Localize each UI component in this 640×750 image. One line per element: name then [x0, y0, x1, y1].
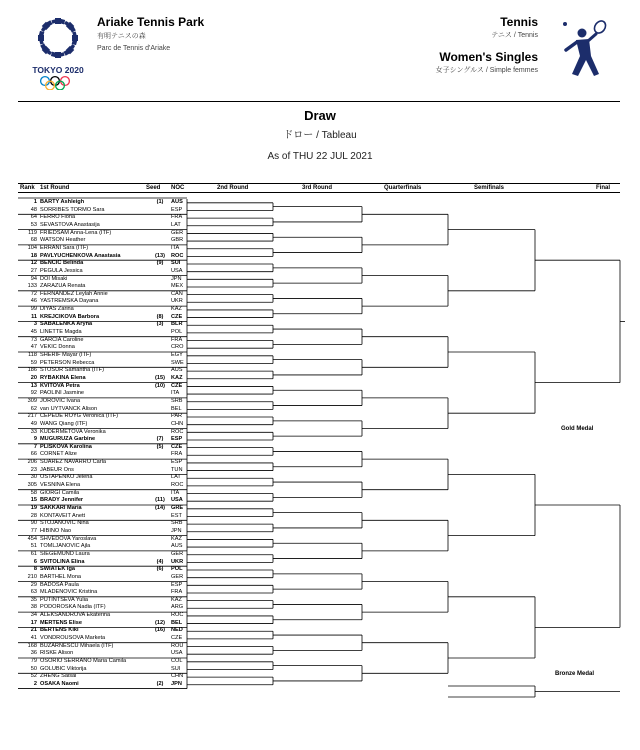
entry-rank: 30 — [30, 474, 37, 481]
entry-name: CORNET Alize — [40, 451, 77, 458]
entry-rank: 47 — [30, 344, 37, 351]
entry-noc: EGY — [171, 352, 183, 358]
entry-rank: 118 — [28, 352, 37, 358]
entry-name: LINETTE Magda — [40, 329, 82, 336]
entry-rank: 27 — [30, 267, 37, 274]
entry-rank: 34 — [30, 612, 37, 619]
entry-noc: ROC — [171, 428, 184, 435]
entry-noc: CHN — [171, 673, 184, 680]
entry-name: WANG Qiang (ITF) — [40, 420, 88, 427]
entry-rank: 94 — [30, 275, 37, 282]
entry-rank: 168 — [27, 642, 37, 649]
entry-name: GIORGI Camila — [40, 489, 80, 496]
entry-rank: 13 — [30, 382, 37, 389]
entry-noc: CRO — [171, 344, 184, 351]
entry-rank: 38 — [30, 604, 37, 611]
entry-name: STOJANOVIC Nina — [40, 520, 89, 527]
entry-name: KREJCIKOVA Barbora — [40, 313, 100, 320]
entry-rank: 61 — [30, 550, 37, 557]
entry-rank: 21 — [30, 627, 37, 634]
entry-noc: CZE — [171, 635, 183, 642]
col-third-round: 3rd Round — [302, 185, 332, 191]
entry-rank: 3 — [33, 321, 37, 328]
entry-rank: 1 — [33, 199, 37, 205]
entry-rank: 206 — [27, 459, 37, 466]
entry-name: STOSUR Samantha (ITF) — [40, 367, 104, 374]
entry-noc: ROC — [171, 252, 184, 259]
entry-noc: AUS — [171, 199, 183, 205]
entry-noc: UKR — [171, 558, 184, 565]
entry-rank: 2 — [33, 680, 37, 687]
entry-rank: 64 — [30, 214, 37, 221]
entry-name: FRIEDSAM Anna-Lena (ITF) — [40, 229, 112, 236]
entry-name: PUTINTSEVA Yulia — [40, 596, 88, 603]
sport-name-ja-fr: テニス / Tennis — [491, 32, 538, 39]
entry-rank: 92 — [30, 390, 37, 397]
entry-rank: 19 — [30, 505, 37, 511]
entry-rank: 52 — [30, 673, 37, 680]
entry-rank: 41 — [30, 635, 37, 642]
col-quarterfinals: Quarterfinals — [384, 185, 422, 191]
entry-name: BUZARNESCU Mihaela (ITF) — [40, 642, 114, 649]
entry-seed: (14) — [155, 505, 165, 511]
entry-noc: FRA — [171, 214, 183, 221]
entry-noc: CZE — [171, 443, 183, 450]
entry-noc: ARG — [171, 604, 184, 611]
entry-rank: 29 — [30, 581, 37, 588]
entry-name: PAVLYUCHENKOVA Anastasia — [40, 252, 121, 259]
entry-rank: 186 — [27, 367, 37, 374]
entry-noc: MEX — [171, 283, 184, 290]
entry-noc: BEL — [171, 619, 183, 626]
entry-noc: LAT — [171, 221, 181, 228]
entry-noc: COL — [171, 658, 183, 664]
entry-rank: 51 — [30, 543, 37, 550]
draw-title: Draw — [304, 108, 336, 123]
entry-rank: 104 — [27, 244, 37, 251]
entry-noc: ITA — [171, 244, 180, 251]
entry-name: ERRANI Sara (ITF) — [40, 244, 89, 251]
entry-noc: FRA — [171, 451, 183, 458]
entry-noc: GER — [171, 573, 184, 580]
entry-name: WATSON Heather — [40, 237, 86, 244]
entry-rank: 66 — [30, 451, 37, 458]
entry-name: RISKE Alison — [40, 650, 74, 657]
bronze-medal-label: Bronze Medal — [555, 671, 595, 677]
entry-name: BARTHEL Mona — [40, 573, 82, 580]
entry-noc: ROC — [171, 612, 184, 619]
entry-seed: (1) — [156, 199, 164, 205]
entry-rank: 50 — [30, 665, 37, 672]
entry-noc: CZE — [171, 382, 183, 389]
entry-name: van UYTVANCK Alison — [40, 405, 98, 412]
entry-seed: (9) — [156, 260, 164, 267]
entry-noc: JPN — [171, 680, 182, 687]
col-rank: Rank — [20, 185, 35, 191]
entry-name: SEVASTOVA Anastasija — [40, 221, 100, 228]
as-of-date: As of THU 22 JUL 2021 — [267, 151, 373, 162]
entry-seed: (6) — [156, 566, 164, 573]
entry-noc: FRA — [171, 589, 183, 596]
entry-name: SIEGEMUND Laura — [40, 550, 90, 557]
entry-seed: (16) — [155, 627, 165, 634]
entry-noc: LAT — [171, 474, 181, 481]
entry-name: KONTAVEIT Anett — [40, 512, 86, 519]
entry-name: SHVEDOVA Yaroslava — [40, 535, 97, 542]
entry-name: VEKIC Donna — [40, 344, 75, 351]
entry-rank: 35 — [30, 596, 37, 603]
entry-noc: AUS — [171, 543, 183, 550]
entry-rank: 217 — [27, 413, 37, 420]
col-seed: Seed — [146, 185, 161, 191]
entry-noc: FRA — [171, 336, 183, 343]
gold-medal-label: Gold Medal — [561, 426, 594, 432]
entry-noc: KAZ — [171, 535, 182, 542]
entry-rank: 45 — [30, 329, 37, 336]
entry-rank: 90 — [30, 520, 37, 527]
entry-name: SAKKARI Maria — [40, 505, 82, 511]
entry-name: BENCIC Belinda — [40, 260, 84, 267]
entry-seed: (7) — [156, 436, 164, 443]
entry-noc: TUN — [171, 466, 183, 473]
entry-noc: ROU — [171, 642, 184, 649]
entry-name: TOMLJANOVIC Ajla — [40, 543, 91, 550]
entry-noc: SUI — [171, 260, 181, 267]
entry-rank: 73 — [30, 336, 37, 343]
entry-name: PETERSON Rebecca — [40, 359, 95, 366]
entry-name: DIYAS Zarina — [40, 306, 74, 313]
entry-noc: ITA — [171, 390, 180, 397]
entry-name: FERRO Fiona — [40, 214, 76, 221]
entry-name: KVITOVA Petra — [40, 382, 80, 389]
entry-rank: 17 — [30, 619, 37, 626]
entry-noc: PAR — [171, 413, 183, 420]
entry-name: ZHENG Saisai — [40, 673, 77, 680]
entry-name: MUGURUZA Garbine — [40, 436, 96, 443]
entry-name: HIBINO Nao — [40, 527, 72, 534]
entry-noc: GRE — [171, 505, 184, 511]
col-final: Final — [596, 185, 611, 191]
entry-rank: 15 — [30, 497, 37, 504]
venue-name: Ariake Tennis Park — [97, 15, 205, 29]
entry-noc: BEL — [171, 405, 182, 412]
entry-name: JOROVIC Ivana — [40, 397, 81, 404]
entry-seed: (2) — [156, 680, 164, 687]
entry-name: BRADY Jennifer — [40, 497, 84, 504]
entry-rank: 9 — [33, 436, 37, 443]
entry-name: PEGULA Jessica — [40, 267, 83, 274]
entry-rank: 63 — [30, 589, 37, 596]
entry-noc: CHN — [171, 420, 184, 427]
entry-noc: SUI — [171, 665, 181, 672]
col-second-round: 2nd Round — [217, 185, 249, 191]
entry-rank: 36 — [30, 650, 37, 657]
entry-rank: 20 — [30, 374, 37, 381]
entry-rank: 8 — [33, 566, 37, 573]
entry-rank: 99 — [30, 306, 37, 313]
entry-name: MERTENS Elise — [40, 619, 82, 626]
entry-name: SHERIF Mayar (ITF) — [40, 352, 92, 358]
entry-noc: CZE — [171, 313, 183, 320]
entry-rank: 79 — [30, 658, 37, 664]
event-name: Women's Singles — [439, 50, 538, 64]
entry-rank: 62 — [30, 405, 37, 412]
entry-rank: 133 — [27, 283, 37, 290]
entry-rank: 33 — [30, 428, 37, 435]
entry-noc: KAZ — [171, 596, 182, 603]
entry-seed: (11) — [155, 497, 165, 504]
entry-rank: 12 — [30, 260, 37, 267]
entry-noc: GBR — [171, 237, 184, 244]
entry-seed: (8) — [156, 313, 164, 320]
entry-name: VONDROUSOVA Marketa — [40, 635, 106, 642]
entry-noc: CAN — [171, 290, 183, 297]
entry-noc: USA — [171, 267, 183, 274]
entry-name: PAOLINI Jasmine — [40, 390, 85, 397]
entry-name: RYBAKINA Elena — [40, 374, 86, 381]
entry-seed: (10) — [155, 382, 165, 389]
entry-seed: (15) — [155, 374, 165, 381]
entry-rank: 7 — [33, 443, 37, 450]
venue-name-ja: 有明テニスの森 — [97, 33, 146, 40]
entry-noc: USA — [171, 497, 183, 504]
entry-rank: 18 — [30, 252, 37, 259]
entry-name: PLISKOVA Karolina — [40, 443, 92, 450]
entry-rank: 72 — [30, 290, 37, 297]
entry-rank: 53 — [30, 221, 37, 228]
entry-rank: 59 — [30, 359, 37, 366]
entry-noc: AUS — [171, 367, 183, 374]
entry-name: BARTY Ashleigh — [40, 199, 85, 205]
entry-noc: SWE — [171, 359, 184, 366]
entry-rank: 305 — [27, 482, 37, 489]
entry-noc: EST — [171, 512, 182, 519]
entry-name: DOI Misaki — [40, 275, 68, 282]
entry-noc: POL — [171, 566, 183, 573]
entry-seed: (12) — [155, 619, 165, 626]
entry-name: SVITOLINA Elina — [40, 558, 85, 565]
entry-name: YASTREMSKA Dayana — [40, 298, 99, 305]
entry-rank: 210 — [27, 573, 37, 580]
entry-rank: 6 — [33, 558, 37, 565]
draw-subtitle: ドロー / Tableau — [283, 130, 357, 141]
entry-rank: 454 — [27, 535, 37, 542]
entry-name: ZARAZUA Renata — [40, 283, 86, 290]
entry-name: PODOROSKA Nadia (ITF) — [40, 604, 106, 611]
entry-noc: UKR — [171, 298, 183, 305]
entry-noc: ESP — [171, 436, 183, 443]
entry-name: ALEKSANDROVA Ekaterina — [40, 612, 111, 619]
entry-name: BERTENS Kiki — [40, 627, 79, 634]
entry-name: SABALENKA Aryna — [40, 321, 93, 328]
entry-noc: NED — [171, 627, 183, 634]
entry-noc: SRB — [171, 397, 183, 404]
entry-rank: 58 — [30, 489, 37, 496]
entry-name: SUAREZ NAVARRO Carla — [40, 459, 106, 466]
entry-rank: 28 — [30, 512, 37, 519]
entry-noc: JPN — [171, 275, 182, 282]
entry-rank: 11 — [31, 313, 37, 320]
entry-noc: USA — [171, 650, 183, 657]
entry-rank: 77 — [30, 527, 37, 534]
entry-name: OSORIO SERRANO Maria Camila — [40, 658, 127, 664]
entry-noc: ESP — [171, 581, 183, 588]
entry-noc: ITA — [171, 489, 180, 496]
entry-rank: 23 — [30, 466, 37, 473]
entry-name: SORRIBES TORMO Sara — [40, 206, 105, 213]
entry-name: OSAKA Naomi — [40, 680, 79, 687]
entry-noc: GER — [171, 550, 184, 557]
venue-name-fr: Parc de Tennis d'Ariake — [97, 45, 171, 52]
entry-name: MLADENOVIC Kristina — [40, 589, 98, 596]
col-semifinals: Semifinals — [474, 185, 505, 191]
entry-noc: ROC — [171, 482, 184, 489]
entry-name: JABEUR Ons — [40, 466, 74, 473]
entry-rank: 309 — [27, 397, 37, 404]
entry-name: VESNINA Elena — [40, 482, 81, 489]
entry-rank: 49 — [30, 420, 37, 427]
entry-seed: (5) — [156, 443, 164, 450]
entry-name: KUDERMETOVA Veronika — [40, 428, 106, 435]
col-noc: NOC — [171, 185, 185, 191]
entry-rank: 46 — [30, 298, 37, 305]
entry-noc: SRB — [171, 520, 183, 527]
entry-noc: KAZ — [171, 374, 183, 381]
entry-name: GARCIA Caroline — [40, 336, 84, 343]
entry-name: FERNANDEZ Leylah Annie — [40, 290, 108, 297]
entry-noc: KAZ — [171, 306, 182, 313]
logo-text: TOKYO 2020 — [32, 65, 84, 75]
sport-name: Tennis — [500, 15, 538, 29]
entry-noc: JPN — [171, 527, 182, 534]
entry-name: CEPEDE ROYG Veronica (ITF) — [40, 413, 119, 420]
entry-name: GOLUBIC Viktorija — [40, 665, 87, 672]
entry-noc: BLR — [171, 321, 183, 328]
entry-noc: ESP — [171, 459, 183, 466]
entry-seed: (3) — [156, 321, 164, 328]
entry-seed: (13) — [155, 252, 165, 259]
event-name-ja-fr: 女子シングルス / Simple femmes — [435, 67, 538, 74]
entry-noc: GER — [171, 229, 184, 236]
entry-noc: POL — [171, 329, 183, 336]
col-first-round: 1st Round — [40, 185, 70, 191]
entry-rank: 68 — [30, 237, 37, 244]
entry-rank: 119 — [28, 229, 37, 236]
entry-name: OSTAPENKO Jelena — [40, 474, 93, 481]
entry-name: SWIATEK Iga — [40, 566, 76, 573]
entry-name: BADOSA Paula — [40, 581, 79, 588]
entry-noc: ESP — [171, 206, 183, 213]
entry-seed: (4) — [156, 558, 164, 565]
entry-rank: 48 — [30, 206, 37, 213]
